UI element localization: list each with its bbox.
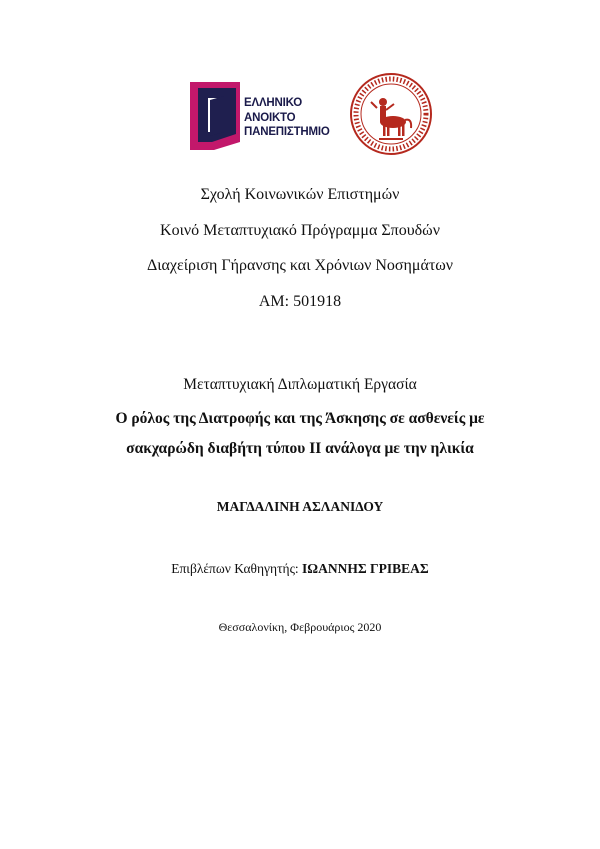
eap-logo [190,82,340,150]
thesis-title-line: Ο ρόλος της Διατροφής και της Άσκησης σε ασθενείς με [115,410,485,427]
author-name: ΜΑΓΔΑΛΙΝΗ ΑΣΛΑΝΙΔΟΥ [216,499,384,514]
student-id: AM: 501918 [258,293,342,310]
eap-logo-text [244,96,344,140]
school-name: Σχολή Κοινωνικών Επιστημών [200,186,400,203]
university-seal [349,72,433,156]
eap-logo-line: ΠΑΝΕΠΙΣΤΗΜΙΟ [244,126,330,138]
supervisor-name: ΙΩΑΝΝΗΣ ΓΡΙΒΕΑΣ [302,561,429,576]
supervisor-label: Επιβλέπων Καθηγητής: [171,561,303,576]
specialization-name: Διαχείριση Γήρανσης και Χρόνιων Νοσημάτων [146,257,454,274]
eap-logo-line: ΕΛΛΗΝΙΚΟ [244,97,302,109]
university-seal-icon [349,72,433,156]
thesis-title-line: σακχαρώδη διαβήτη τύπου ΙΙ ανάλογα με την ηλικία [126,440,474,457]
thesis-type: Μεταπτυχιακή Διπλωματική Εργασία [183,376,417,393]
eap-logo-line: ΑΝΟΙΚΤΟ [244,111,296,124]
eap-logo-mark-icon [190,82,242,150]
program-name: Κοινό Μεταπτυχιακό Πρόγραμμα Σπουδών [160,222,440,239]
place-date: Θεσσαλονίκη, Φεβρουάριος 2020 [218,620,382,634]
supervisor-line [0,561,600,577]
